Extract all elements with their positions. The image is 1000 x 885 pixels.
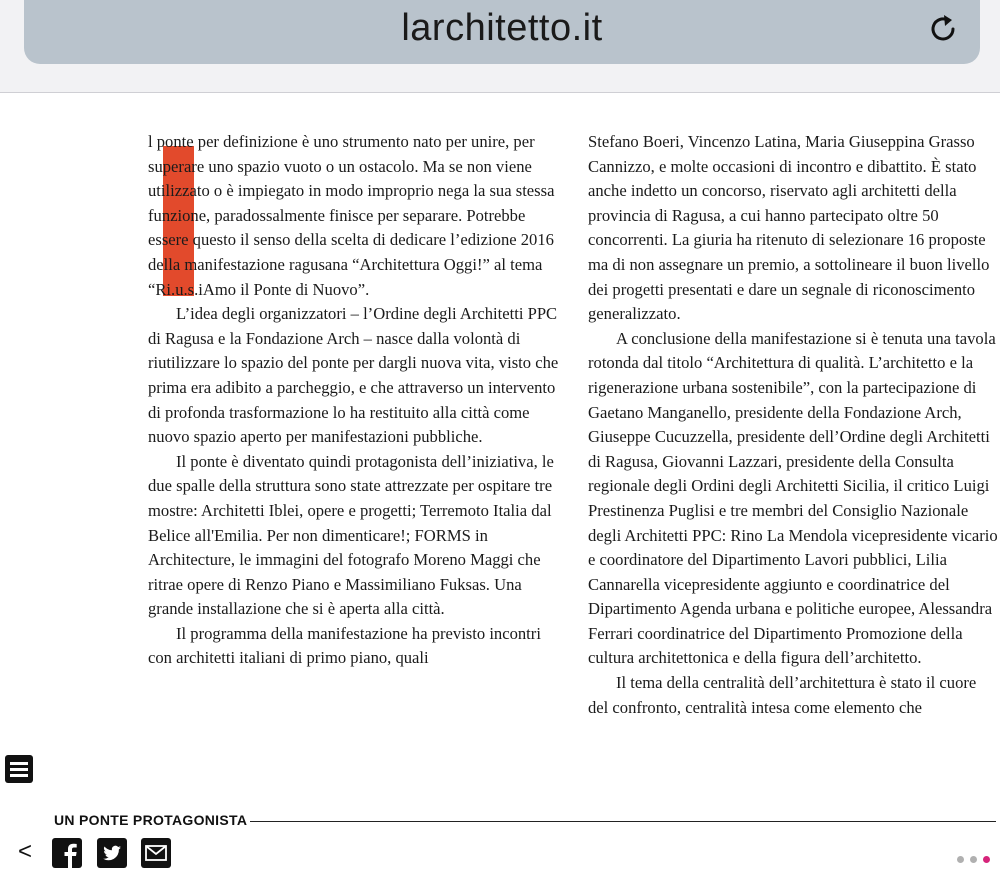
article-paragraph: Il tema della centralità dell’architettura è stato il cuore del confronto, centralità intesa come elemento che [588,673,977,717]
article-column-right [588,130,998,720]
url-text[interactable]: larchitetto.it [401,7,603,49]
article-column-left [148,130,560,671]
article-paragraph: Stefano Boeri, Vincenzo Latina, Maria Giuseppina Grasso Cannizzo, e molte occasioni di incontro e dibattito. È stato anche indetto un concorso, riservato agli architetti della provincia di Ragusa, a cui hanno partecipato oltre 50 concorrenti. La giuria ha ritenuto di selezionare 16 proposte ma di non assegnare un premio, a sottolineare il buon livello dei progetti presentati e dare un segnale di riconoscimento generalizzato. [588,132,990,324]
hamburger-menu-icon[interactable] [5,755,33,783]
section-divider [250,821,996,822]
page-dot[interactable] [957,856,964,863]
page-dot-active[interactable] [983,856,990,863]
article-paragraph: A conclusione della manifestazione si è tenuta una tavola rotonda dal titolo “Architettura di qualità. L’architetto e la rigenerazione urbana sostenibile”, con la partecipazione di Gaetano Manganello, presidente della Fondazione Arch, Giuseppe Cucuzzella, presidente dell’Ordine degli Architetti di Ragusa, Giovanni Lazzari, presidente della Consulta regionale degli Ordini degli Architetti Sicilia, il critico Luigi Prestinenza Puglisi e tre membri del Consiglio Nazionale degli Architetti PPC: Rino La Mendola vicepresidente vicario e coordinatore del Dipartimento Lavori pubblici, Lilia Cannarella vicepresidente aggiunto e coordinatrice del Dipartimento Agenda urbana e politiche europee, Alessandra Ferrari coordinatrice del Dipartimento Promozione della cultura architettonica e della figura dell’architetto. [588,328,998,668]
article-paragraph: Il ponte è diventato quindi protagonista dell’iniziativa, le due spalle della struttura sono state attrezzate per ospitare tre mostre: Architetti Iblei, opere e progetti; Terremoto Italia dal Belice all'Emilia. Per non dimenticare!; FORMS in Architecture, le immagini del fotografo Moreno Maggi che ritrae opere di Renzo Piano e Massimiliano Fuksas. Una grande installazione che si è aperta alla città. [148,451,554,619]
facebook-icon[interactable] [52,838,82,868]
email-icon[interactable] [141,838,171,868]
article-intro-paragraph: l ponte per definizione è uno strumento nato per unire, per superare uno spazio vuoto o un ostacolo. Ma se non viene utilizzato o è impiegato in modo improprio nega la sua stessa funzione, paradossalmente finisce per separare. Potrebbe essere questo il senso della scelta di dedicare l’edizione 2016 della manifestazione ragusana “Architettura Oggi!” al tema “Ri.u.s.iAmo il Ponte di Nuovo”. [148,132,555,299]
browser-toolbar [0,0,1000,93]
back-button[interactable]: < [18,838,33,865]
article-paragraph: Il programma della manifestazione ha previsto incontri con architetti italiani di primo piano, quali [148,623,541,668]
address-bar[interactable] [24,0,980,64]
page-dot[interactable] [970,856,977,863]
section-title: UN PONTE PROTAGONISTA [54,812,248,828]
twitter-icon[interactable] [97,838,127,868]
page-indicator [951,850,990,868]
article-paragraph: L’idea degli organizzatori – l’Ordine degli Architetti PPC di Ragusa e la Fondazione Arch – nasce dalla volontà di riutilizzare lo spazio del ponte per dargli nuova vita, visto che prima era adibito a parcheggio, e che attraverso un intervento di profonda trasformazione lo ha restituito alla città come nuovo spazio aperto per manifestazioni pubbliche. [148,304,559,447]
reload-icon[interactable] [926,12,960,46]
